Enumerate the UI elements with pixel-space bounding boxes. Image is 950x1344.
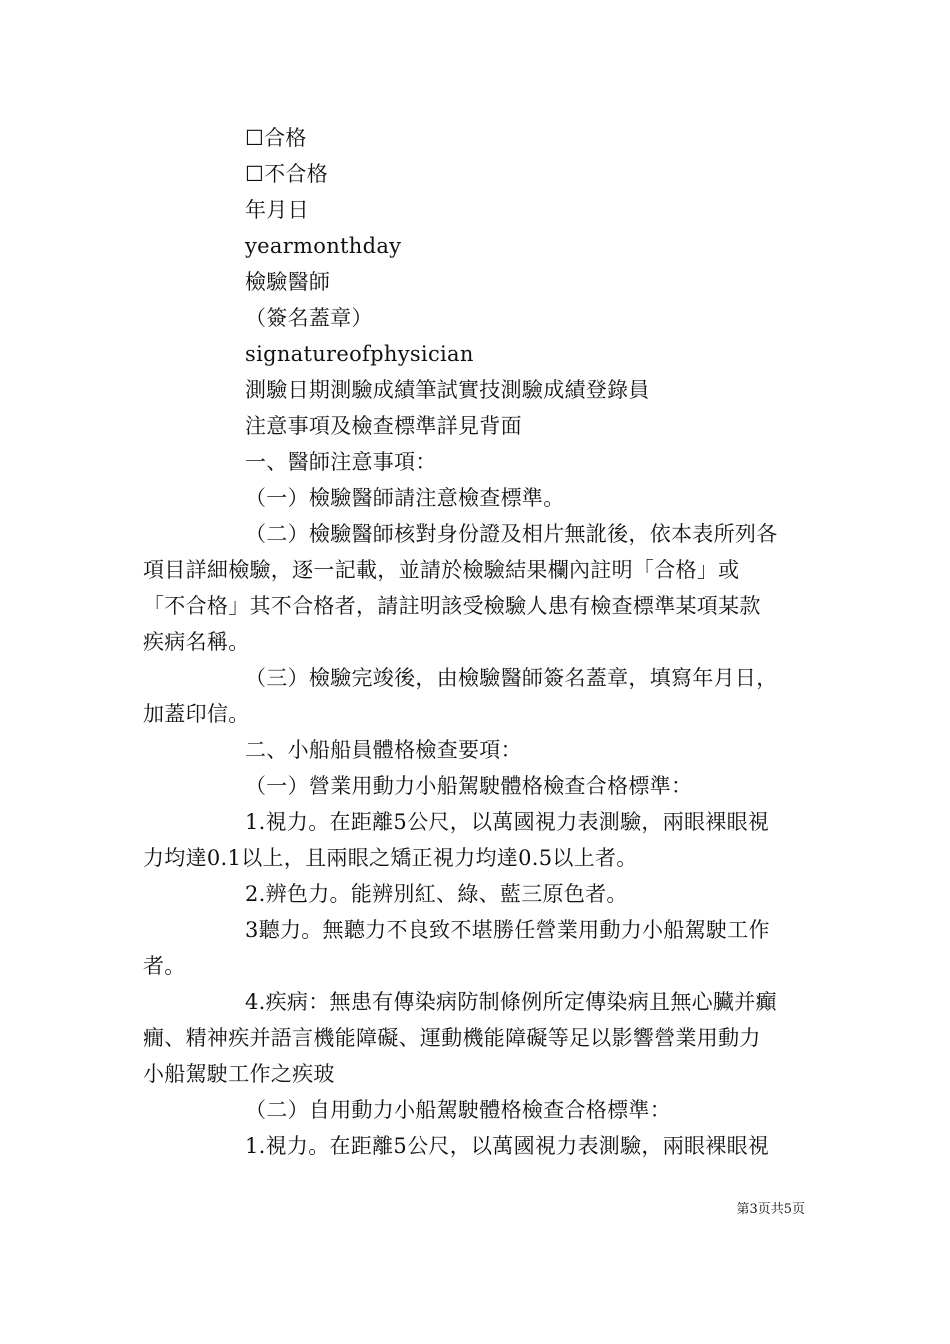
paragraph-line: 2.辨色力。能辨別紅、綠、藍三原色者。 xyxy=(245,882,628,906)
paragraph-line: （三）檢驗完竣後，由檢驗醫師簽名蓋章，填寫年月日， xyxy=(245,666,778,690)
subsection-heading: （一）營業用動力小船駕駛體格檢查合格標準： xyxy=(245,774,693,798)
paragraph-line: 3聽力。無聽力不良致不堪勝任營業用動力小船駕駛工作 xyxy=(245,918,770,942)
paragraph-line: （二）檢驗醫師核對身份證及相片無訛後，依本表所列各 xyxy=(245,522,778,546)
date-label: 年月日 xyxy=(245,198,309,222)
paragraph-line: 癇、精神疾并語言機能障礙、運動機能障礙等足以影響營業用動力 xyxy=(143,1026,761,1050)
page-number: 第3页共5页 xyxy=(736,1202,805,1217)
notice-line: 注意事項及檢查標準詳見背面 xyxy=(245,414,522,438)
paragraph-line: （一）檢驗醫師請注意檢查標準。 xyxy=(245,486,565,510)
paragraph-line: 疾病名稱。 xyxy=(143,630,250,654)
paragraph-line: 項目詳細檢驗，逐一記載，並請於檢驗結果欄內註明「合格」或 xyxy=(143,558,740,582)
paragraph-line: 1.視力。在距離5公尺，以萬國視力表測驗，兩眼裸眼視 xyxy=(245,1134,770,1158)
checkbox-pass-line: ☐合格 xyxy=(245,126,307,150)
test-record-line: 測驗日期測驗成績筆試實技測驗成績登錄員 xyxy=(245,378,650,402)
signature-label-en: signatureofphysician xyxy=(245,342,474,366)
subsection-heading: （二）自用動力小船駕駛體格檢查合格標準： xyxy=(245,1098,671,1122)
paragraph-line: 4.疾病：無患有傳染病防制條例所定傳染病且無心臟并癲 xyxy=(245,990,777,1014)
paragraph-line: 加蓋印信。 xyxy=(143,702,250,726)
section-heading-1: 一、醫師注意事項： xyxy=(245,450,437,474)
paragraph-line: 1.視力。在距離5公尺，以萬國視力表測驗，兩眼裸眼視 xyxy=(245,810,770,834)
date-label-en: yearmonthday xyxy=(245,234,402,258)
paragraph-line: 力均達0.1以上，且兩眼之矯正視力均達0.5以上者。 xyxy=(143,846,638,870)
signature-label: （簽名蓋章） xyxy=(245,306,373,330)
paragraph-line: 小船駕駛工作之疾玻 xyxy=(143,1062,335,1086)
section-heading-2: 二、小船船員體格檢查要項： xyxy=(245,738,522,762)
physician-label: 檢驗醫師 xyxy=(245,270,331,294)
paragraph-line: 「不合格」其不合格者，請註明該受檢驗人患有檢查標準某項某款 xyxy=(143,594,761,618)
paragraph-line: 者。 xyxy=(143,954,186,978)
checkbox-fail-line: ☐不合格 xyxy=(245,162,329,186)
